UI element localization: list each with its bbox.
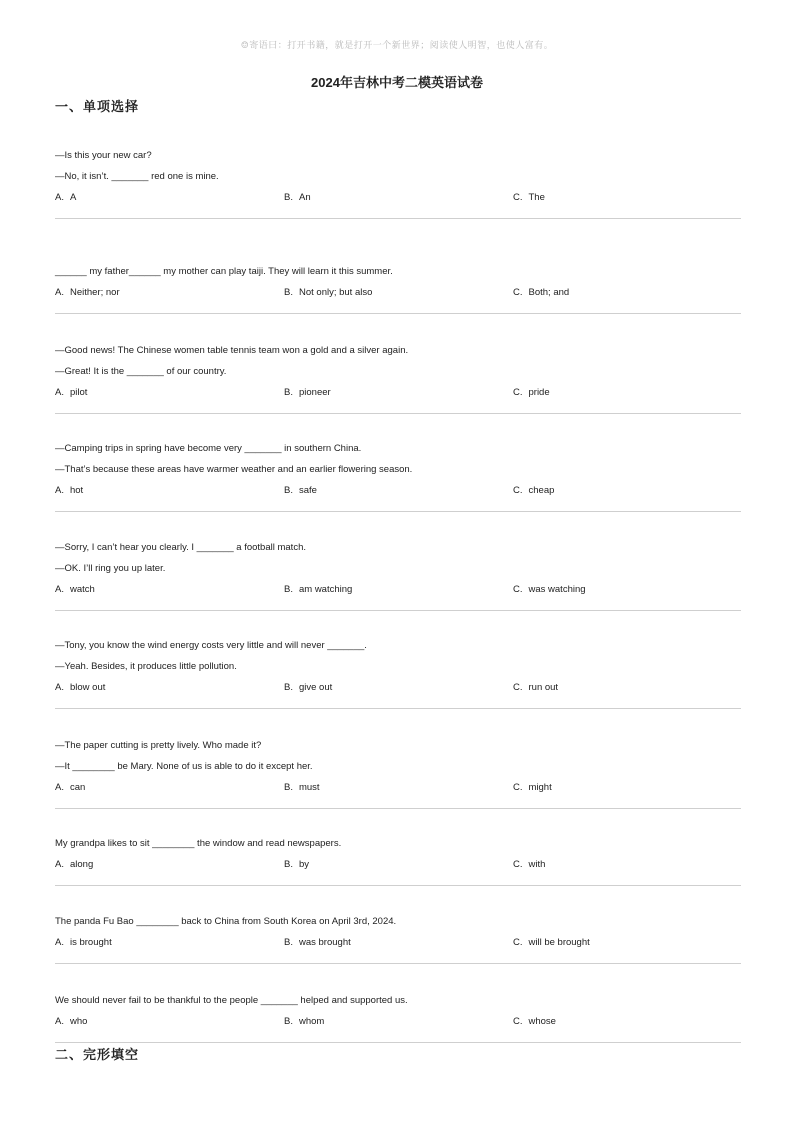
answer-option[interactable] [284,677,513,698]
option-letter: A. [55,782,64,793]
answer-option[interactable] [55,579,284,600]
answer-option[interactable] [55,382,284,403]
answer-option[interactable] [284,1011,513,1032]
option-text: Both; and [528,287,570,298]
option-text: must [298,782,320,793]
answer-option[interactable] [284,382,513,403]
option-letter: B. [284,859,293,870]
option-text: cheap [528,485,555,496]
answer-option[interactable] [55,932,284,953]
option-text: can [69,782,86,793]
option-letter: B. [284,387,293,398]
option-text: Neither; nor [69,287,120,298]
option-letter: B. [284,1016,293,1027]
section-heading-cloze: 二、完形填空 [55,1048,140,1063]
option-text: Not only; but also [298,287,373,298]
answer-option[interactable] [513,187,742,208]
answer-option[interactable] [284,282,513,303]
answer-options [55,932,742,953]
question-text: —Yeah. Besides, it produces little pollution. [55,661,237,672]
option-text: watch [69,584,95,595]
option-letter: B. [284,682,293,693]
answer-option[interactable] [513,382,742,403]
option-text: The [528,192,545,203]
question-item [55,315,741,414]
answer-options [55,1011,742,1032]
question-text: My grandpa likes to sit ________ the window and read newspapers. [55,838,342,849]
option-letter: B. [284,584,293,595]
answer-option[interactable] [284,854,513,875]
option-text: am watching [298,584,353,595]
answer-options [55,579,742,600]
answer-option[interactable] [513,480,742,501]
option-text: hot [69,485,84,496]
option-letter: C. [513,1016,523,1027]
question-text: ______ my father______ my mother can play taiji. They will learn it this summer. [55,266,393,277]
option-letter: A. [55,584,64,595]
answer-option[interactable] [513,777,742,798]
question-text: —Great! It is the _______ of our country. [55,366,227,377]
answer-option[interactable] [284,932,513,953]
question-item [55,709,741,809]
option-letter: C. [513,584,523,595]
option-text: whom [298,1016,325,1027]
answer-option[interactable] [55,677,284,698]
answer-options [55,480,742,501]
question-item [55,238,741,314]
option-text: was watching [528,584,586,595]
question-text: —Tony, you know the wind energy costs very little and will never _______. [55,640,367,651]
answer-option[interactable] [55,1011,284,1032]
option-text: blow out [69,682,106,693]
answer-option[interactable] [55,187,284,208]
option-text: pioneer [298,387,331,398]
question-text: —OK. I’ll ring you up later. [55,563,166,574]
option-text: An [298,192,311,203]
answer-option[interactable] [55,282,284,303]
option-letter: C. [513,859,523,870]
answer-option[interactable] [513,854,742,875]
question-text: We should never fail to be thankful to the people _______ helped and supported us. [55,995,408,1006]
option-letter: A. [55,287,64,298]
answer-option[interactable] [284,579,513,600]
answer-option[interactable] [55,777,284,798]
answer-options [55,187,742,208]
question-text: —The paper cutting is pretty lively. Who made it? [55,740,262,751]
question-text: The panda Fu Bao ________ back to China from South Korea on April 3rd, 2024. [55,916,397,927]
question-text: —No, it isn’t. _______ red one is mine. [55,171,219,182]
option-text: who [69,1016,88,1027]
answer-options [55,677,742,698]
question-text: —It ________ be Mary. None of us is able to do it except her. [55,761,313,772]
answer-option[interactable] [284,480,513,501]
option-letter: C. [513,485,523,496]
option-text: pilot [69,387,88,398]
watermark: ☺寄语曰：打开书籍，就是打开一个新世界；阅读使人明智，也使人富有。 [240,41,554,51]
option-letter: C. [513,682,523,693]
answer-options [55,777,742,798]
option-letter: B. [284,937,293,948]
option-letter: B. [284,485,293,496]
question-text: —Good news! The Chinese women table tennis team won a gold and a silver again. [55,345,409,356]
answer-option[interactable] [513,1011,742,1032]
option-letter: B. [284,782,293,793]
page-title: 2024年吉林中考二模英语试卷 [311,75,483,90]
answer-options [55,854,742,875]
option-letter: C. [513,937,523,948]
answer-options [55,282,742,303]
option-text: is brought [69,937,112,948]
answer-option[interactable] [55,480,284,501]
option-letter: B. [284,287,293,298]
option-letter: C. [513,287,523,298]
option-letter: A. [55,682,64,693]
option-text: was brought [298,937,351,948]
option-text: safe [298,485,317,496]
option-text: whose [528,1016,556,1027]
question-item [55,512,741,611]
option-letter: A. [55,1016,64,1027]
question-item [55,414,741,512]
answer-option[interactable] [513,932,742,953]
option-text: give out [298,682,333,693]
question-text: —Sorry, I can’t hear you clearly. I _______ a football match. [55,542,306,553]
question-item [55,886,741,964]
option-letter: A. [55,937,64,948]
option-text: with [528,859,546,870]
answer-option[interactable] [513,282,742,303]
option-text: A [69,192,77,203]
option-letter: A. [55,387,64,398]
option-text: run out [528,682,559,693]
option-text: pride [528,387,550,398]
option-text: along [69,859,94,870]
question-item [55,809,741,886]
answer-option[interactable] [513,579,742,600]
question-text: —That’s because these areas have warmer weather and an earlier flowering season. [55,464,413,475]
answer-option[interactable] [55,854,284,875]
question-text: —Is this your new car? [55,150,152,161]
option-letter: C. [513,782,523,793]
option-letter: A. [55,859,64,870]
option-letter: A. [55,485,64,496]
option-letter: C. [513,387,523,398]
option-letter: B. [284,192,293,203]
option-text: might [528,782,552,793]
answer-option[interactable] [513,677,742,698]
section-heading-single-choice: 一、单项选择 [55,100,140,115]
answer-option[interactable] [284,777,513,798]
question-text: —Camping trips in spring have become very _______ in southern China. [55,443,362,454]
option-letter: A. [55,192,64,203]
question-item [55,611,741,709]
answer-options [55,382,742,403]
option-text: will be brought [528,937,590,948]
question-item [55,964,741,1043]
option-text: by [298,859,310,870]
question-item [55,143,741,219]
answer-option[interactable] [284,187,513,208]
option-letter: C. [513,192,523,203]
